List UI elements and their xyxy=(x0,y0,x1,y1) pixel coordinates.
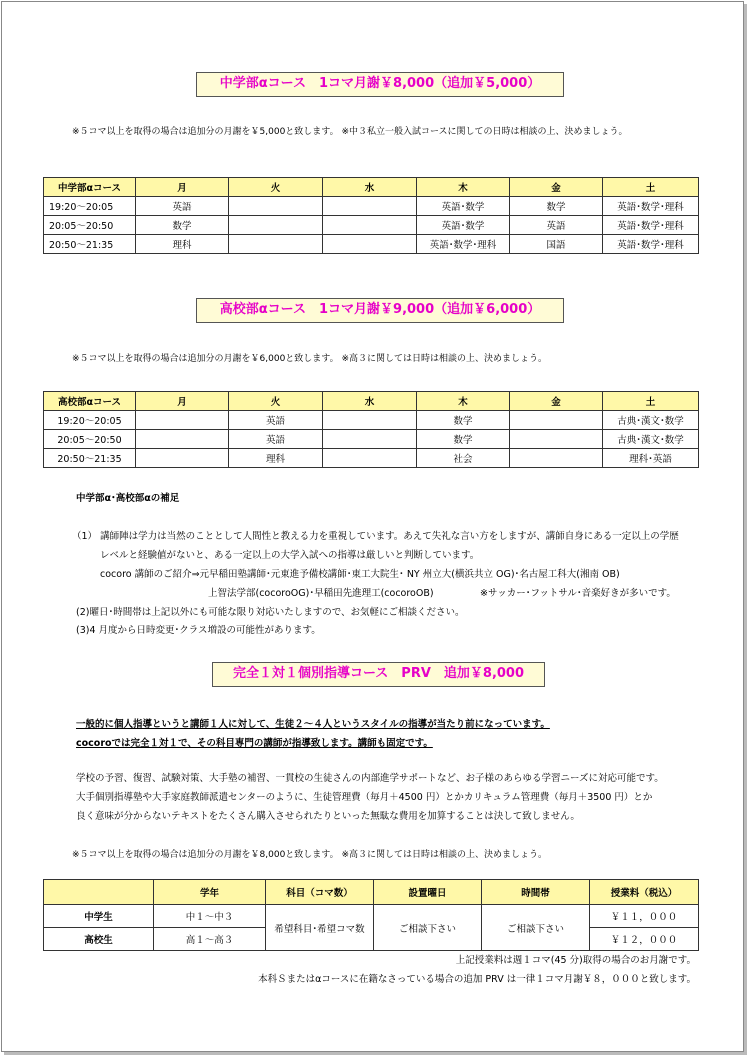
prv-fee-table xyxy=(43,879,699,951)
high-schedule-table xyxy=(43,391,699,468)
table-cell xyxy=(323,430,417,449)
high-course-title: 高校部αコース 1コマ月謝￥9,000（追加￥6,000） xyxy=(196,298,564,323)
table-cell: 英語･数学･理科 xyxy=(417,235,510,254)
header-cell: 水 xyxy=(323,178,417,197)
prv-lead-line: 一般的に個人指導というと講師１人に対して、生徒２～４人というスタイルの指導が当たり前になっています。 xyxy=(76,719,550,730)
table-cell: 英語･数学 xyxy=(417,197,510,216)
table-cell: 英語 xyxy=(229,430,323,449)
time-cell: 20:05～20:50 xyxy=(44,216,136,235)
time-cell: 20:50～21:35 xyxy=(44,449,136,468)
table-row xyxy=(44,905,699,928)
table-row xyxy=(44,430,699,449)
table-cell: 英語 xyxy=(229,411,323,430)
table-cell: 英語･数学･理科 xyxy=(603,197,699,216)
table-header-row xyxy=(44,392,699,411)
table-cell xyxy=(229,235,323,254)
prv-course-title: 完全１対１個別指導コース PRV 追加￥8,000 xyxy=(212,662,545,687)
table-cell: 理科 xyxy=(136,235,229,254)
table-cell: 社会 xyxy=(417,449,510,468)
table-header-row xyxy=(44,178,699,197)
fee-cell: ￥１２，０００ xyxy=(590,928,699,951)
prv-paragraph-line: 大手個別指導塾や大手家庭教師派遣センターのように、生徒管理費（毎月＋4500 円）とかカリキュラム管理費（毎月＋3500 円）とか xyxy=(76,792,653,803)
table-row xyxy=(44,197,699,216)
table-cell: 国語 xyxy=(510,235,603,254)
middle-course-title: 中学部αコース 1コマ月謝￥8,000（追加￥5,000） xyxy=(196,72,564,97)
header-cell: 科目（コマ数） xyxy=(266,880,374,905)
header-cell: 高校部αコース xyxy=(44,392,136,411)
prv-lead-line: cocoroでは完全１対１で、その科目専門の講師が指導致します。講師も固定です。 xyxy=(76,738,433,749)
table-cell xyxy=(323,449,417,468)
table-cell xyxy=(323,411,417,430)
table-cell xyxy=(510,449,603,468)
subject-cell: 希望科目･希望コマ数 xyxy=(266,905,374,951)
time-cell: 20:50～21:35 xyxy=(44,235,136,254)
table-row xyxy=(44,235,699,254)
header-cell: 学年 xyxy=(154,880,266,905)
table-cell xyxy=(323,197,417,216)
middle-course-note: ※５コマ以上を取得の場合は追加分の月謝を￥5,000と致します。 ※中３私立一般入試コースに関しての日時は相談の上、決めましょう。 xyxy=(72,127,628,137)
table-cell: 数学 xyxy=(136,216,229,235)
table-cell: 英語 xyxy=(510,216,603,235)
table-cell: 英語 xyxy=(136,197,229,216)
table-cell xyxy=(323,216,417,235)
table-row xyxy=(44,411,699,430)
table-cell: 古典･漢文･数学 xyxy=(603,430,699,449)
prv-footnote: 上記授業料は週１コマ(45 分)取得の場合のお月謝です。 xyxy=(455,955,696,966)
header-cell: 土 xyxy=(603,178,699,197)
header-cell: 火 xyxy=(229,178,323,197)
grade-cell: 高１～高３ xyxy=(154,928,266,951)
header-cell: 金 xyxy=(510,178,603,197)
table-cell xyxy=(229,197,323,216)
table-cell xyxy=(229,216,323,235)
table-row xyxy=(44,449,699,468)
header-cell: 土 xyxy=(603,392,699,411)
time-cell: ご相談下さい xyxy=(482,905,590,951)
header-cell: 木 xyxy=(417,392,510,411)
header-cell xyxy=(44,880,154,905)
header-cell: 設置曜日 xyxy=(374,880,482,905)
supplement-line: レベルと経験値がないと、ある一定以上の大学入試への指導は厳しいと判断しています。 xyxy=(100,550,480,561)
table-cell: 古典･漢文･数学 xyxy=(603,411,699,430)
prv-paragraph-line: 学校の予習、復習、試験対策、大手塾の補習、一貫校の生徒さんの内部進学サポートなど、お子様のあらゆる学習ニーズに対応可能です。 xyxy=(76,773,664,784)
prv-paragraph-line: 良く意味が分からないテキストをたくさん購入させられたりといった無駄な費用を加算することは決して致しません。 xyxy=(76,811,580,822)
time-cell: 20:05～20:50 xyxy=(44,430,136,449)
table-header-row xyxy=(44,880,699,905)
table-row xyxy=(44,216,699,235)
fee-cell: ￥１１，０００ xyxy=(590,905,699,928)
table-cell xyxy=(136,430,229,449)
table-cell: 数学 xyxy=(417,411,510,430)
supplement-line: ※サッカー･フットサル･音楽好きが多いです。 xyxy=(480,588,676,599)
header-cell: 金 xyxy=(510,392,603,411)
table-cell: 英語･数学･理科 xyxy=(603,216,699,235)
table-cell: 理科･英語 xyxy=(603,449,699,468)
day-cell: ご相談下さい xyxy=(374,905,482,951)
table-cell xyxy=(510,411,603,430)
table-cell xyxy=(136,449,229,468)
time-cell: 19:20～20:05 xyxy=(44,411,136,430)
prv-note: ※５コマ以上を取得の場合は追加分の月謝を￥8,000と致します。 ※高３に関しては日時は相談の上、決めましょう。 xyxy=(72,850,547,860)
supplement-heading: 中学部α･高校部αの補足 xyxy=(76,493,180,504)
table-cell: 英語･数学･理科 xyxy=(603,235,699,254)
header-cell: 火 xyxy=(229,392,323,411)
table-cell: 理科 xyxy=(229,449,323,468)
prv-footnote: 本科Ｓまたはαコースに在籍なさっている場合の追加 PRV は一律１コマ月謝￥８，０００と致します。 xyxy=(258,974,696,985)
row-label: 中学生 xyxy=(44,905,154,928)
supplement-line: 上智法学部(cocoroOG)･早稲田先進理工(cocoroOB) xyxy=(208,588,434,599)
table-cell xyxy=(510,430,603,449)
middle-schedule-table xyxy=(43,177,699,254)
header-cell: 中学部αコース xyxy=(44,178,136,197)
supplement-line: (2)曜日･時間帯は上記以外にも可能な限り対応いたしますので、お気軽にご相談ください。 xyxy=(76,607,465,618)
header-cell: 水 xyxy=(323,392,417,411)
row-label: 高校生 xyxy=(44,928,154,951)
supplement-line: cocoro 講師のご紹介⇒元早稲田塾講師･元東進予備校講師･東工大院生･ NY 州立大(横浜共立 OG)･名古屋工科大(湘南 OB) xyxy=(100,569,620,580)
supplement-line: (3)4 月度から日時変更･クラス増設の可能性があります。 xyxy=(76,625,321,636)
header-cell: 木 xyxy=(417,178,510,197)
table-cell: 英語･数学 xyxy=(417,216,510,235)
high-course-note: ※５コマ以上を取得の場合は追加分の月謝を￥6,000と致します。 ※高３に関しては日時は相談の上、決めましょう。 xyxy=(72,354,547,364)
header-cell: 時間帯 xyxy=(482,880,590,905)
header-cell: 月 xyxy=(136,392,229,411)
grade-cell: 中１～中３ xyxy=(154,905,266,928)
table-cell xyxy=(323,235,417,254)
supplement-line: （1） 講師陣は学力は当然のこととして人間性と教える力を重視しています。あえて失礼な言い方をしますが、講師自身にある一定以上の学歴 xyxy=(72,531,679,542)
time-cell: 19:20～20:05 xyxy=(44,197,136,216)
table-cell: 数学 xyxy=(510,197,603,216)
header-cell: 月 xyxy=(136,178,229,197)
table-cell xyxy=(136,411,229,430)
header-cell: 授業料（税込） xyxy=(590,880,699,905)
table-cell: 数学 xyxy=(417,430,510,449)
